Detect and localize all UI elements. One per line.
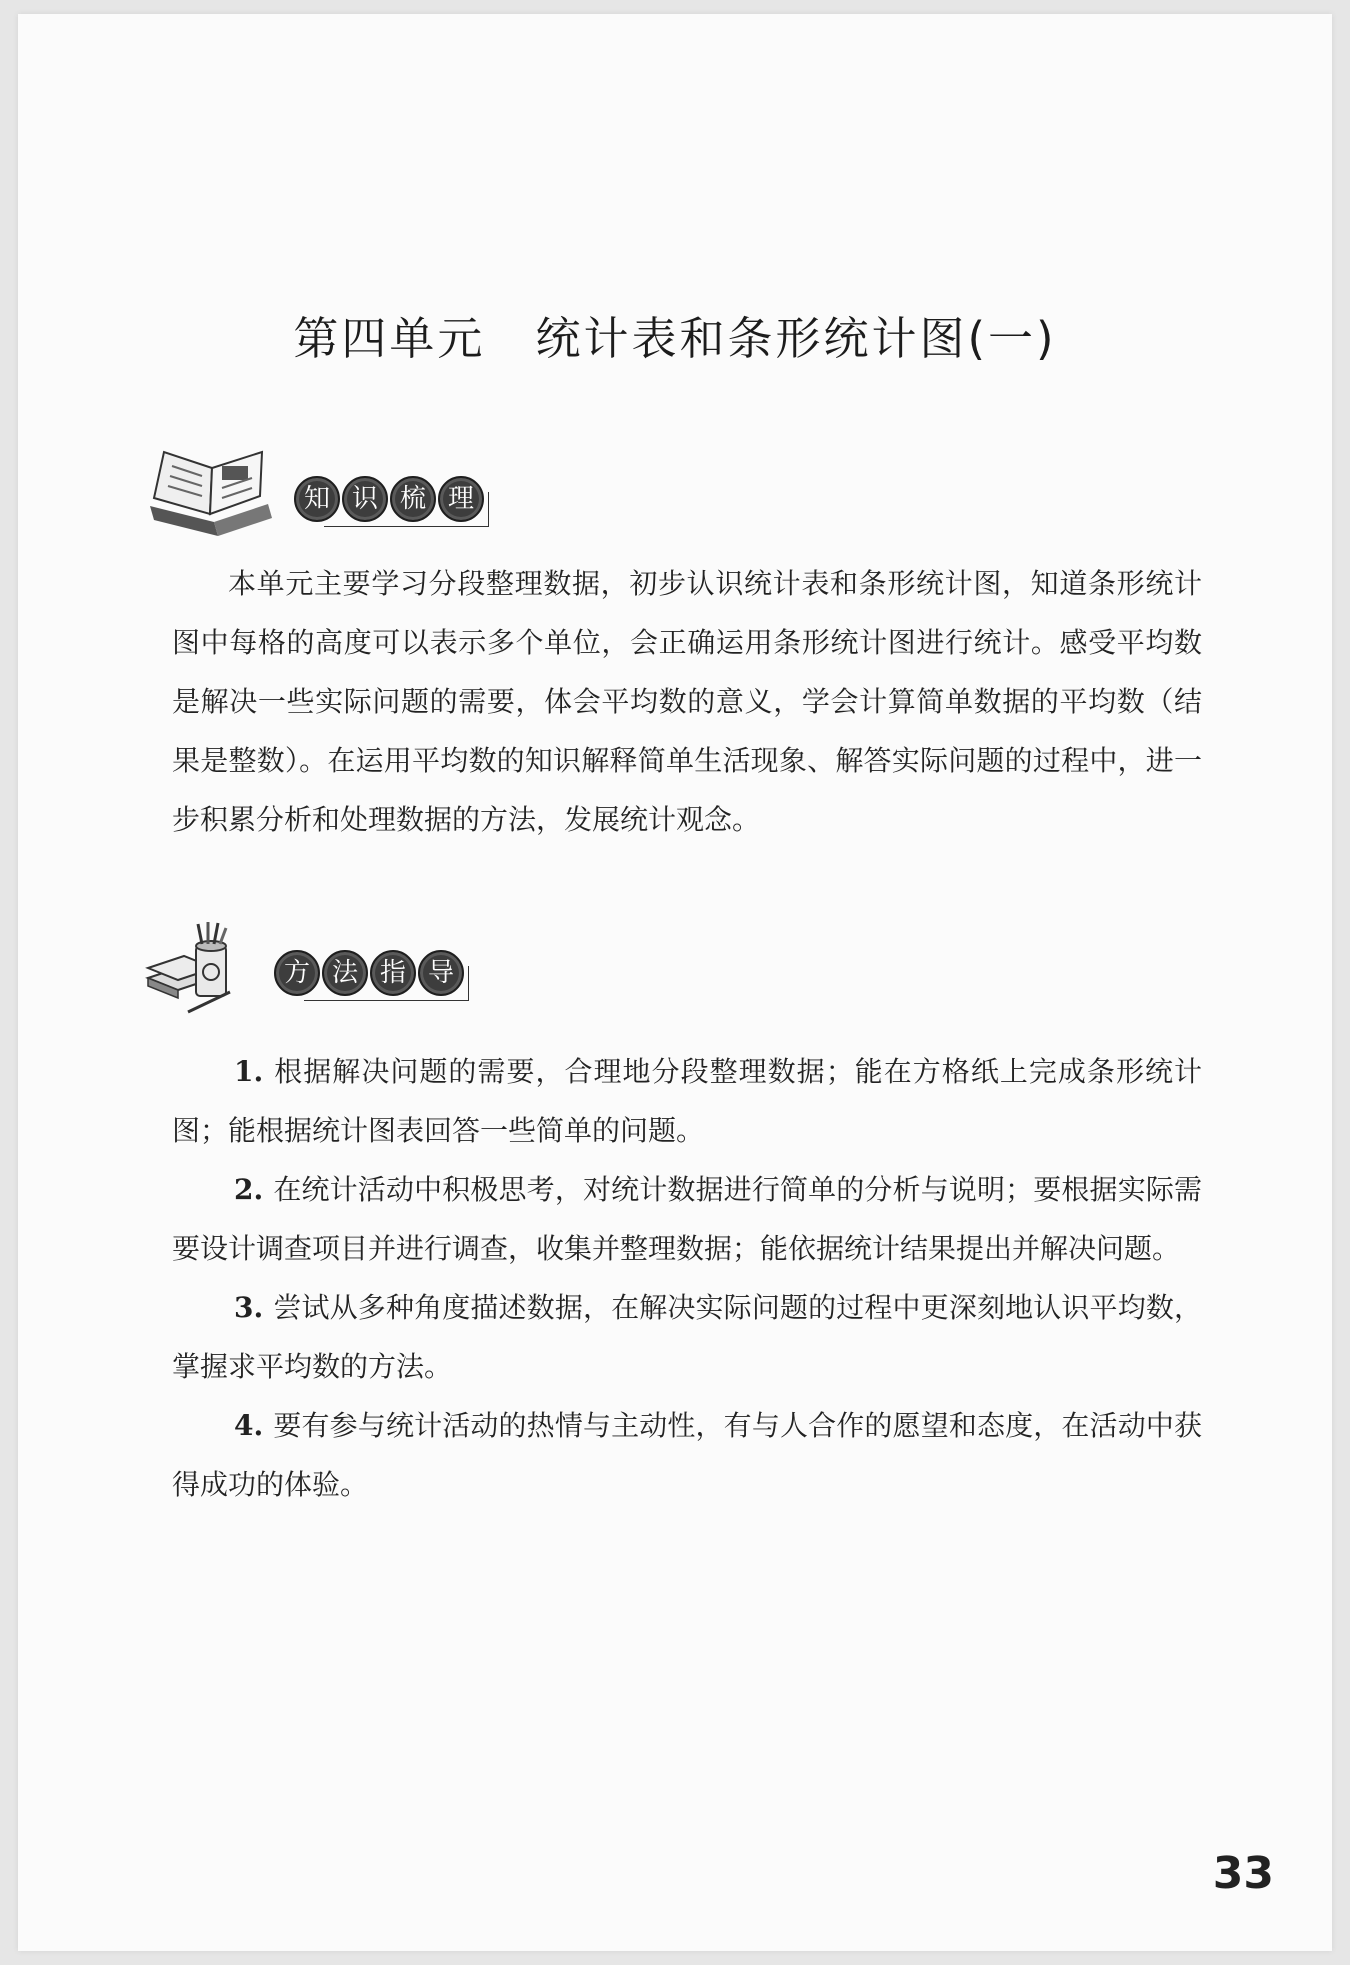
badge-char: 知	[294, 476, 340, 522]
badge-char: 识	[342, 476, 388, 522]
open-book-icon	[144, 446, 294, 546]
item-text: 尝试从多种角度描述数据，在解决实际问题的过程中更深刻地认识平均数，掌握求平均数的方法。	[172, 1291, 1202, 1383]
knowledge-paragraph-block	[172, 554, 1202, 849]
badge-char: 梳	[390, 476, 436, 522]
item-number: 4.	[234, 1409, 264, 1442]
page-number: 33	[1212, 1848, 1274, 1899]
chapter-name: 统计表和条形统计图(一)	[535, 312, 1057, 365]
list-item	[172, 1160, 1202, 1278]
knowledge-section-header	[144, 446, 504, 536]
knowledge-badges	[294, 476, 484, 522]
chapter-title	[18, 302, 1332, 367]
item-text: 在统计活动中积极思考，对统计数据进行简单的分析与说明；要根据实际需要设计调查项目并进行调查，收集并整理数据；能依据统计结果提出并解决问题。	[172, 1173, 1202, 1265]
unit-label: 第四单元	[293, 312, 486, 365]
page	[18, 14, 1332, 1951]
badge-char: 导	[418, 950, 464, 996]
item-number: 2.	[234, 1173, 264, 1206]
badge-char: 方	[274, 950, 320, 996]
method-badges	[274, 950, 464, 996]
badge-char: 指	[370, 950, 416, 996]
method-list	[172, 1042, 1202, 1514]
badge-char: 理	[438, 476, 484, 522]
item-text: 根据解决问题的需要，合理地分段整理数据；能在方格纸上完成条形统计图；能根据统计图表回答一些简单的问题。	[172, 1055, 1202, 1147]
header-underline	[324, 526, 488, 527]
header-bracket	[488, 492, 489, 527]
header-bracket	[468, 966, 469, 1001]
method-section-header	[144, 920, 484, 1010]
knowledge-paragraph: 本单元主要学习分段整理数据，初步认识统计表和条形统计图，知道条形统计图中每格的高度可以表示多个单位，会正确运用条形统计图进行统计。感受平均数是解决一些实际问题的需要，体会平均数的意义，学会计算简单数据的平均数（结果是整数）。在运用平均数的知识解释简单生活现象、解答实际问题的过程中，进一步积累分析和处理数据的方法，发展统计观念。	[172, 567, 1202, 836]
pencil-cup-books-icon	[144, 920, 294, 1020]
header-underline	[304, 1000, 468, 1001]
badge-char: 法	[322, 950, 368, 996]
list-item	[172, 1396, 1202, 1514]
item-text: 要有参与统计活动的热情与主动性，有与人合作的愿望和态度，在活动中获得成功的体验。	[172, 1409, 1202, 1501]
list-item	[172, 1042, 1202, 1160]
item-number: 1.	[234, 1055, 264, 1088]
list-item	[172, 1278, 1202, 1396]
item-number: 3.	[234, 1291, 264, 1324]
